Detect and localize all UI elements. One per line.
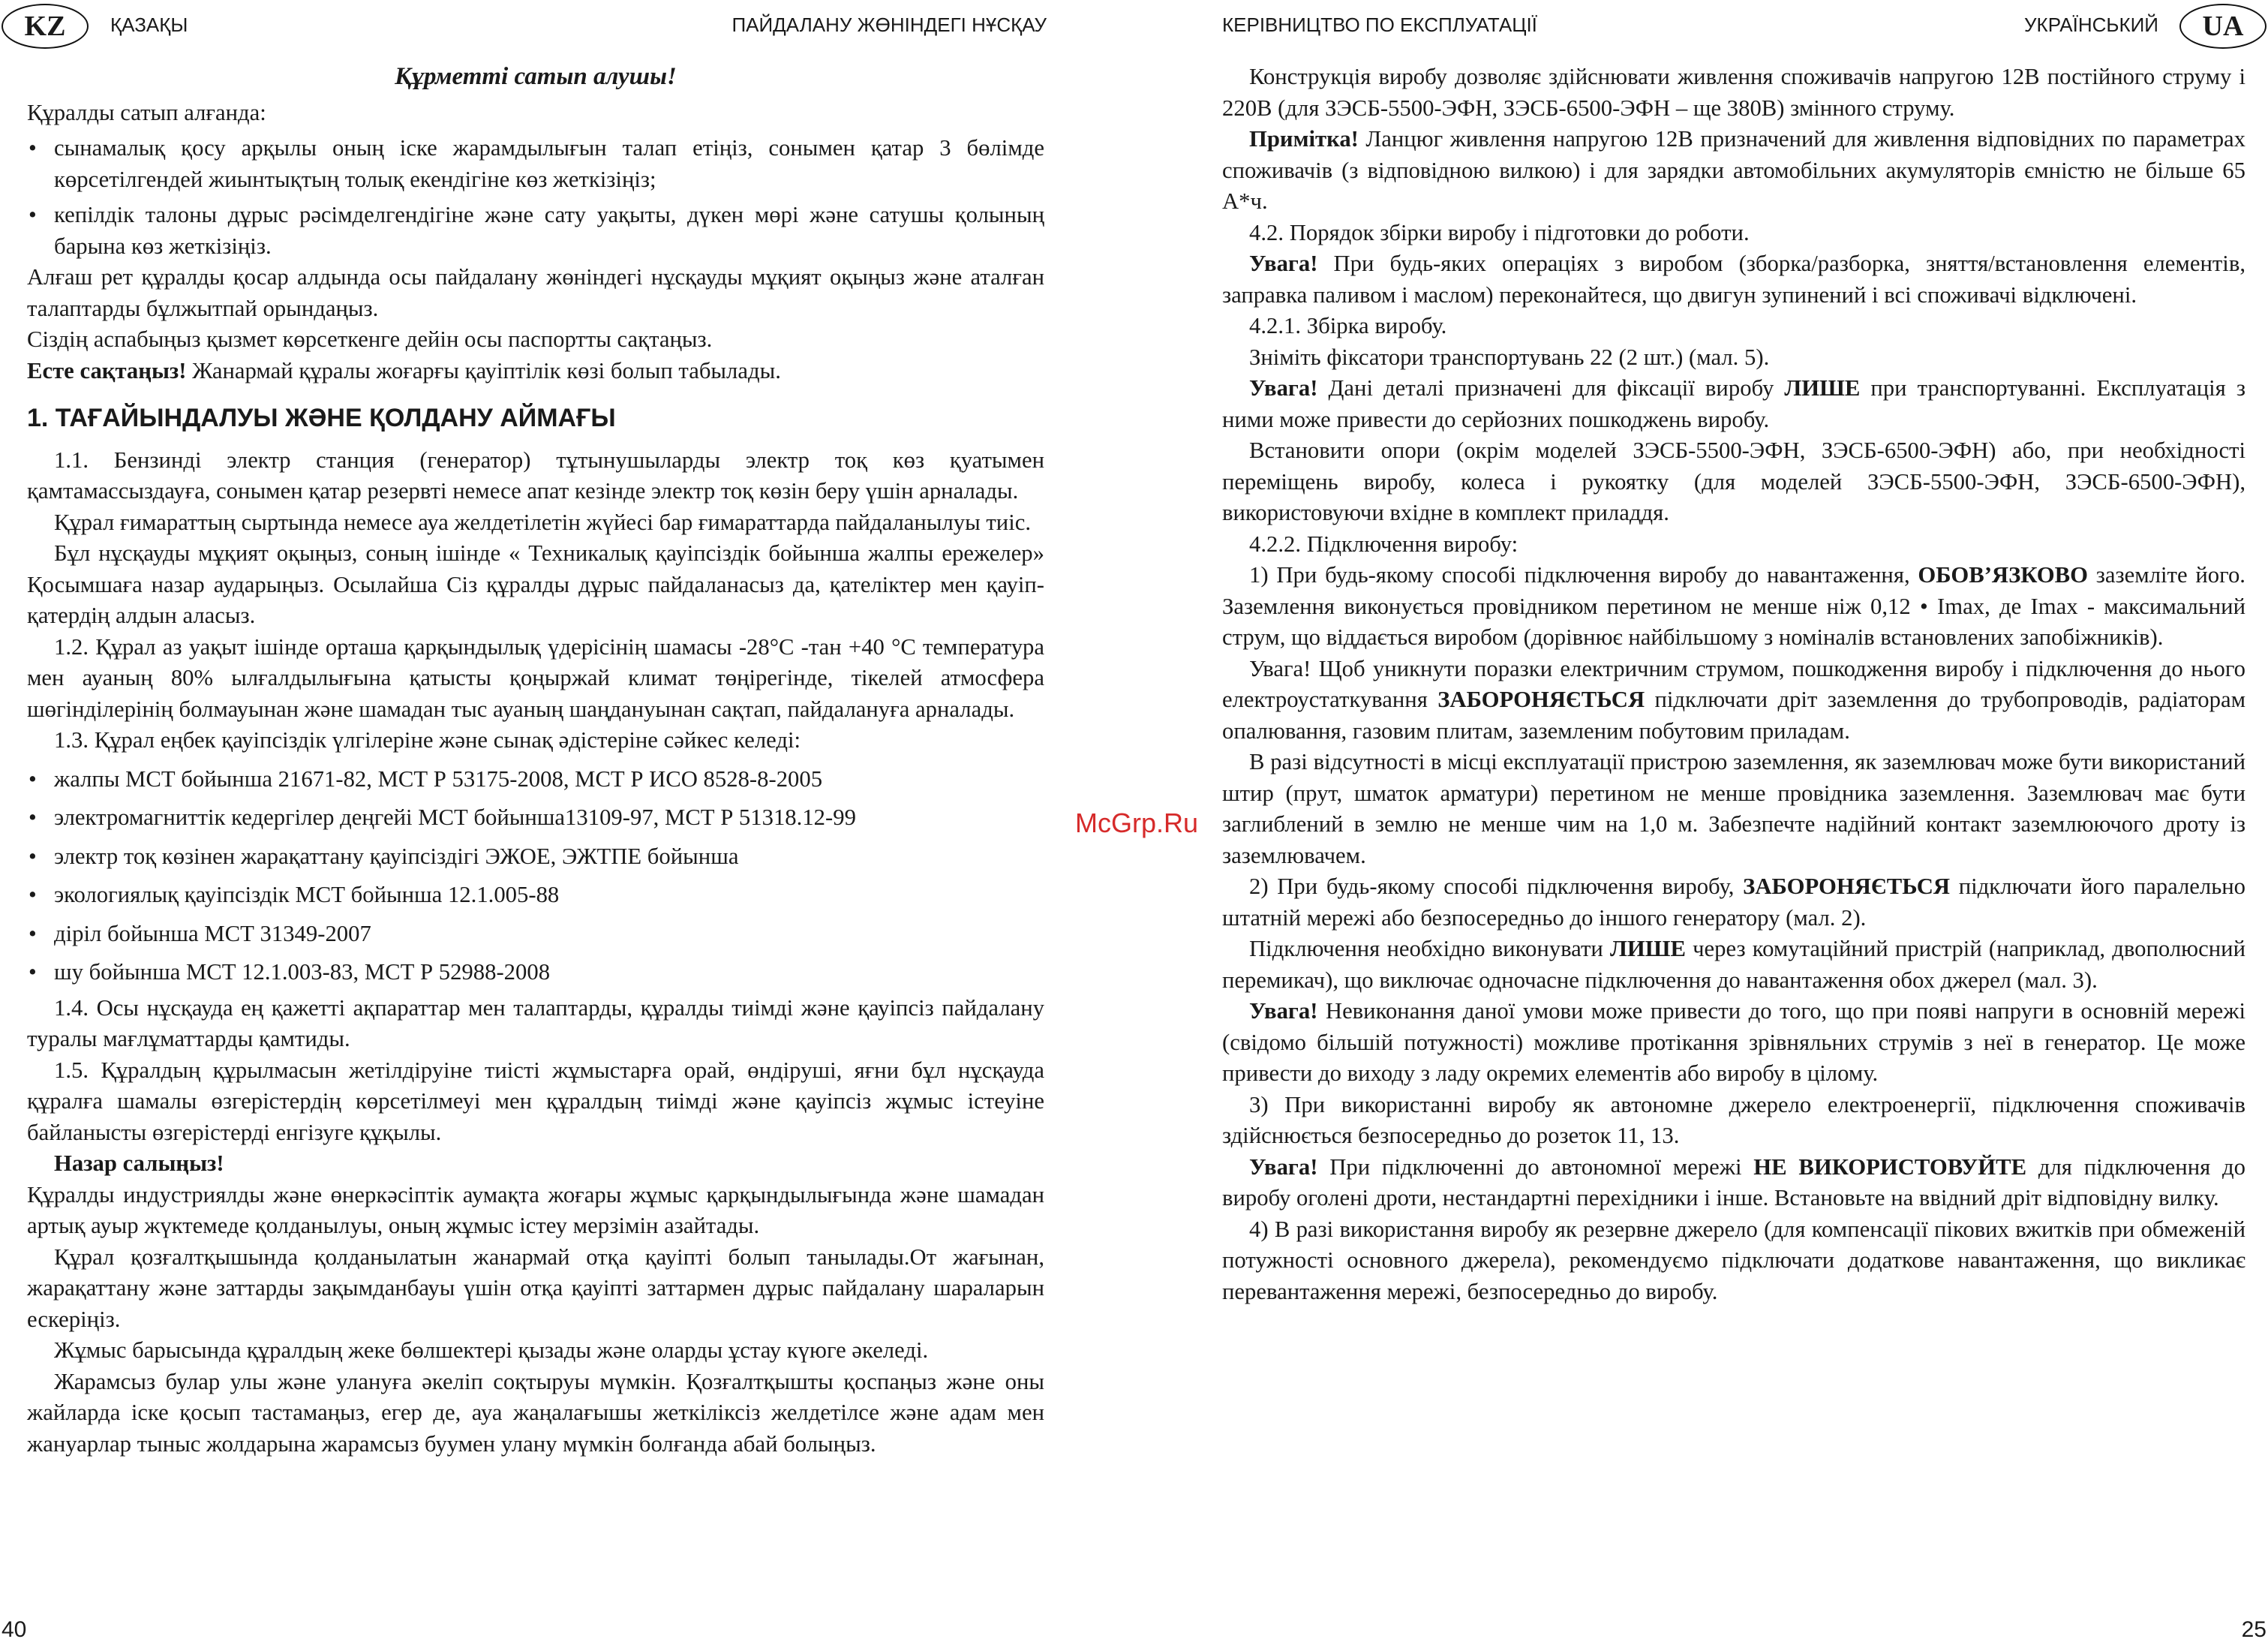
paragraph: 4.2.1. Збірка виробу. (1249, 313, 1447, 338)
paragraph: Құрал ғимараттың сыртында немесе ауа желдетілетін жүйесі бар ғимараттарда пайдаланылуы тиіс. (54, 509, 1032, 535)
standard-item: • діріл бойынша МСТ 31349-2007 (27, 919, 1044, 950)
paragraph: 1.3. Құрал еңбек қауіпсіздік үлгілеріне және сынақ әдістеріне сәйкес келеді: (54, 727, 801, 753)
right-manual-title: КЕРІВНИЦТВО ПО ЕКСПЛУАТАЦІЇ (1222, 14, 1537, 36)
standard-item: • шу бойынша МСТ 12.1.003-83, МСТ Р 52988-2008 (27, 957, 1044, 988)
paragraph: Конструкція виробу дозволяє здійснювати живлення споживачів напругою 12В постійного струму і 220В (для ЗЭСБ-5500-ЭФН, ЗЭСБ-6500-ЭФН – ще 380В) змінного струму. (1222, 64, 2245, 121)
paragraph: 2) При будь-якому способі підключення виробу, ЗАБОРОНЯЄТЬСЯ підключати його паралельно штатній мережі або безпосередньо до іншого генератору (мал. 2). (1222, 874, 2245, 931)
left-content (27, 62, 1044, 1460)
paragraph: В разі відсутності в місці експлуатації пристрою заземлення, як заземлювач може бути використаний штир (прут, шматок арматури) перетином не менше провідника заземлення. Заземлювач має бути заглиблений в землю не менше чим на 1,0 м. Забезпечте надійний контакт заземлюючого дроту із заземлювачем. (1222, 749, 2245, 868)
paragraph: 4.2. Порядок збірки виробу і підготовки до роботи. (1249, 219, 1750, 245)
paragraph: Жарамсыз булар улы және улануға әкеліп соқтыруы мүмкін. Қозғалтқышты қоспаңыз және оны жайларда іске қосып тастамаңыз, егер де, ауа жаңалағышы жеткіліксіз желдетілсе және адам мен жануарлар тыныс жолдарына жарамсыз буумен улану мүмкін болғанда абай болыңыз. (27, 1368, 1044, 1457)
standard-item: • электр тоқ көзінен жарақаттану қауіпсіздігі ЭЖОЕ, ЭЖТПЕ бойынша (27, 841, 1044, 873)
left-language-name: ҚАЗАҚЫ (110, 14, 188, 36)
paragraph: 3) При використанні виробу як автономне джерело електроенергії, підключення споживачів здійснюється безпосередньо до розеток 11, 13. (1222, 1091, 2245, 1148)
paragraph: Встановити опори (окрім моделей ЗЭСБ-5500-ЭФН, ЗЭСБ-6500-ЭФН) або, при необхідності переміщень виробу, колеса і рукоятку (для моделей ЗЭСБ-5500-ЭФН, ЗЭСБ-6500-ЭФН), використовуючи вхідне в комплект приладдя. (1222, 438, 2245, 525)
paragraph: 4.2.2. Підключення виробу: (1249, 531, 1519, 557)
right-content (1222, 62, 2245, 1307)
standard-item: • электромагниттік кедергілер деңгейі МСТ бойынша13109-97, МСТ Р 51318.12-99 (27, 802, 1044, 834)
right-page (1134, 0, 2268, 1645)
paragraph: 1.1. Бензинді электр станция (генератор) тұтынушыларды электр тоқ көз қуатымен қамтамассыздауға, сонымен қатар резервті немесе апат кезінде электр тоқ көзін беру үшін арналады. (27, 447, 1044, 504)
right-page-number: 25 (2241, 1617, 2266, 1642)
paragraph: Құралды индустриялды және өнеркәсіптік аумақта жоғары жұмыс қарқындылығында және шамадан артық ауыр жүктемеде қолданылуы, оның жұмыс істеу мерзімін азайтады. (27, 1181, 1044, 1238)
paragraph: Увага! Невиконання даної умови може привести до того, що при появі напруги в основній мережі (свідомо більшій потужності) можливе протікання зрівняльних струмів з неї в генератор. Це може привести до виходу з ладу окремих елементів або виробу в цілому. (1222, 998, 2245, 1086)
greeting-heading: Құрметті сатып алушы! (395, 63, 677, 90)
paragraph: Увага! При будь-яких операціях з виробом (зборка/разборка, зняття/встановлення елементів, заправка паливом і маслом) переконайтеся, що двигун зупинений і всі споживачі відключені. (1222, 251, 2245, 308)
left-header (0, 2, 1134, 51)
paragraph: Увага! При підключенні до автономної мережі НЕ ВИКОРИСТОВУЙТЕ для підключення до виробу оголені дроти, нестандартні перехідники і інше. Встановьте на ввідний дріт відповідну вилку. (1222, 1153, 2245, 1210)
paragraph: Құралды сатып алғанда: (27, 99, 266, 125)
paragraph: Зніміть фіксатори транспортувань 22 (2 шт.) (мал. 5). (1249, 344, 1770, 370)
right-language-name: УКРАЇНСЬКИЙ (2024, 14, 2158, 36)
paragraph: Примітка! Ланцюг живлення напругою 12В призначений для живлення відповідних по параметрах споживачів (з відповідною вилкою) і для зарядки автомобільних акумуляторів ємністю не більше 65 А*ч. (1222, 126, 2245, 214)
paragraph: 4) В разі використання виробу як резервне джерело (для компенсації пікових вжитків при обмеженій потужності основного джерела), рекомендуємо підключати додаткове навантаження, що викликає перевантаження мережі, безпосередньо до виробу. (1222, 1216, 2245, 1304)
paragraph: Увага! Щоб уникнути поразки електричним струмом, пошкодження виробу і підключення до нього електроустаткування ЗАБОРОНЯЄТЬСЯ підключати дріт заземлення до трубопроводів, радіаторам опалювання, газовим плитам, заземленим побутовим приладам. (1222, 655, 2245, 744)
paragraph: Увага! Дані деталі призначені для фіксації виробу ЛИШЕ при транспортуванні. Експлуатація з ними може привести до серйозних пошкоджень виробу. (1222, 375, 2245, 432)
paragraph: Жұмыс барысында құралдың жеке бөлшектері қызады және оларды ұстау күюге әкеледі. (54, 1337, 929, 1363)
right-header (1134, 2, 2268, 51)
paragraph: Підключення необхідно виконувати ЛИШЕ через комутаційний пристрій (наприклад, двополюсний перемикач), що виключає одночасне підключення до навантаження обох джерел (мал. 3). (1222, 936, 2245, 993)
watermark: McGrp.Ru (1074, 807, 1199, 838)
bullet-item: • кепілдік талоны дұрыс рәсімделгендігіне және сату уақыты, дүкен мөрі және сатушы қолының барына көз жеткізіңіз. (27, 200, 1044, 262)
paragraph: Есте сақтаңыз! Жанармай құралы жоғарғы қауіптілік көзі болып табылады. (27, 357, 781, 383)
kz-language-badge: KZ (2, 4, 89, 49)
attention-heading: Назар салыңыз! (54, 1150, 224, 1176)
paragraph: Алғаш рет құралды қосар алдында осы пайдалану жөніндегі нұсқауды мұқият оқыңыз және аталған талаптарды бұлжытпай орындаңыз. (27, 264, 1044, 321)
paragraph: Бұл нұсқауды мұқият оқыңыз, соның ішінде « Техникалық қауіпсіздік бойынша жалпы ережелер» Қосымшаға назар аударыңыз. Осылайша Сіз құралды дұрыс пайдаланасыз да, қателіктер мен қауіп-қатердің алдын аласыз. (27, 540, 1044, 628)
bold-label: Есте сақтаңыз! (27, 357, 187, 383)
section-heading: 1. ТАҒАЙЫНДАЛУЫ ЖӘНЕ ҚОЛДАНУ АЙМАҒЫ (27, 404, 616, 432)
bullet-item: • сынамалық қосу арқылы оның іске жарамдылығын талап етіңіз, сонымен қатар 3 бөлімде көрсетілгендей жиынтықтың толық екендігіне көз жеткізіңіз; (27, 133, 1044, 195)
paragraph: 1) При будь-якому способі підключення виробу до навантаження, ОБОВ’ЯЗКОВО заземліте його. Заземлення виконується провідником перетином не менше ніж 0,12 • Imax, де Imax - максимальний струм, що віддається виробом (дорівнює найбільшому з номіналів встановлених запобіжників). (1222, 562, 2245, 650)
standard-item: • экологиялық қауіпсіздік МСТ бойынша 12.1.005-88 (27, 880, 1044, 911)
paragraph: 1.5. Құралдың құрылмасын жетілдіруіне тиісті жұмыстарға орай, өндіруші, яғни бұл нұсқауда құралға шамалы өзгерістердің көрсетілмеуі мен құралдың тиімді және қауіпсіз жұмыс істеуіне байланысты өзгерістерді енгізуге құқылы. (27, 1057, 1044, 1145)
left-page-number: 40 (2, 1617, 27, 1642)
paragraph: Құрал қозғалтқышында қолданылатын жанармай отқа қауіпті болып танылады.От жағынан, жарақаттану және заттарды зақымданбауы үшін отқа қауіпті заттармен дұрыс пайдалану шараларын ескеріңіз. (27, 1244, 1044, 1332)
left-manual-title: ПАЙДАЛАНУ ЖӨНІНДЕГІ НҰСҚАУ (731, 14, 1047, 36)
ua-language-badge: UA (2179, 4, 2266, 49)
paragraph: Сіздің аспабыңыз қызмет көрсеткенге дейін осы паспортты сақтаңыз. (27, 326, 713, 352)
standard-item: • жалпы МСТ бойынша 21671-82, МСТ Р 53175-2008, МСТ Р ИСО 8528-8-2005 (27, 764, 1044, 795)
paragraph: 1.4. Осы нұсқауда ең қажетті ақпараттар мен талаптарды, құралды тиімді және қауіпсіз пайдалану туралы мағлұматтарды қамтиды. (27, 994, 1044, 1051)
paragraph: 1.2. Құрал аз уақыт ішінде орташа қарқындылық үдерісінің шамасы -28°С -тан +40 °С температура мен ауаның 80% ылғалдылығына қатысты қоңыржай климат төңірегінде, тікелей атмосфера шөгінділерінің болмауынан және шамадан тыс ауаның шаңдануынан сақтап, пайдалануға арналады. (27, 633, 1044, 722)
